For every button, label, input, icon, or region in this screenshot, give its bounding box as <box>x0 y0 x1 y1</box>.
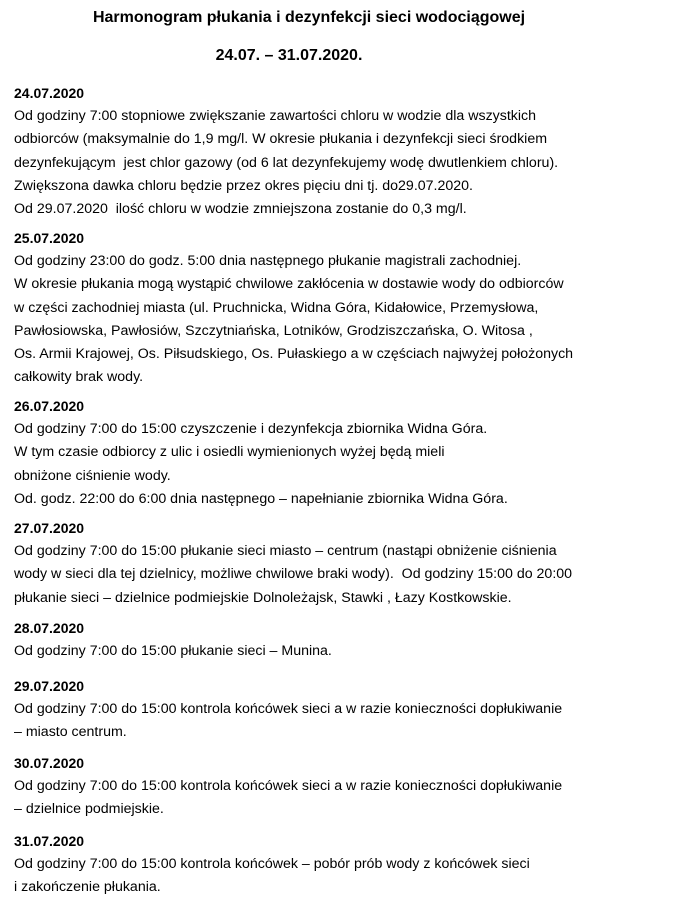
schedule-entry <box>14 616 694 663</box>
entry-date: 31.07.2020 <box>14 833 85 849</box>
entry-date: 25.07.2020 <box>14 230 85 246</box>
entry-date: 24.07.2020 <box>14 85 85 101</box>
entry-line: dezynfekującym jest chlor gazowy (od 6 lat dezynfekujemy wodę dwutlenkiem chloru). <box>14 154 559 171</box>
entry-date: 30.07.2020 <box>14 755 85 771</box>
entry-line: płukanie sieci – dzielnice podmiejskie Dolnoleżajsk, Stawki , Łazy Kostkowskie. <box>14 589 512 606</box>
entry-line: – miasto centrum. <box>14 724 127 741</box>
entry-line: Od godziny 7:00 do 15:00 czyszczenie i dezynfekcja zbiornika Widna Góra. <box>14 421 488 437</box>
entry-date: 27.07.2020 <box>14 520 85 536</box>
schedule-entry <box>14 829 694 900</box>
entry-line: całkowity brak wody. <box>14 369 144 386</box>
entry-line: Od godziny 7:00 do 15:00 kontrola końcówek sieci a w razie konieczności dopłukiwanie <box>14 701 563 717</box>
entry-date: 29.07.2020 <box>14 678 85 694</box>
entry-line: W okresie płukania mogą wystąpić chwilowe zakłócenia w dostawie wody do odbiorców <box>14 276 564 293</box>
entry-date: 26.07.2020 <box>14 398 85 414</box>
entry-line: obniżone ciśnienie wody. <box>14 467 171 484</box>
schedule-entry <box>14 394 694 511</box>
entry-line: Pawłosiowska, Pawłosiów, Szczytniańska, Lotników, Grodziszczańska, O. Witosa , <box>14 322 533 339</box>
entry-line: Os. Armii Krajowej, Os. Piłsudskiego, Os. Pułaskiego a w częściach najwyżej położonych <box>14 346 574 363</box>
entry-line: Od godziny 7:00 do 15:00 kontrola końcówek sieci a w razie konieczności dopłukiwanie <box>14 778 563 794</box>
schedule-entry <box>14 226 694 390</box>
schedule-entry <box>14 81 694 221</box>
entry-line: wody w sieci dla tej dzielnicy, możliwe chwilowe braki wody). Od godziny 15:00 do 20:00 <box>14 566 573 583</box>
entry-line: Zwiększona dawka chloru będzie przez okres pięciu dni tj. do29.07.2020. <box>14 177 473 194</box>
entry-line: Od godziny 7:00 do 15:00 kontrola końcówek – pobór prób wody z końcówek sieci <box>14 856 530 872</box>
entry-line: Od godziny 7:00 stopniowe zwiększanie zawartości chloru w wodzie dla wszystkich <box>14 108 537 124</box>
entry-line: Od godziny 7:00 do 15:00 płukanie sieci miasto – centrum (nastąpi obniżenie ciśnienia <box>14 543 557 559</box>
entry-line: i zakończenie płukania. <box>14 879 161 896</box>
entry-line: Od godziny 23:00 do godz. 5:00 dnia następnego płukanie magistrali zachodniej. <box>14 253 522 269</box>
document-date-range: 24.07. – 31.07.2020. <box>215 47 363 64</box>
schedule-entry <box>14 674 694 745</box>
entry-line: Od. godz. 22:00 do 6:00 dnia następnego – napełnianie zbiornika Widna Góra. <box>14 490 508 507</box>
entry-line: Od godziny 7:00 do 15:00 płukanie sieci – Munina. <box>14 643 332 659</box>
entry-date: 28.07.2020 <box>14 620 85 636</box>
schedule-entry <box>14 751 694 822</box>
document-title: Harmonogram płukania i dezynfekcji sieci wodociągowej <box>92 9 526 26</box>
entry-line: Od 29.07.2020 ilość chloru w wodzie zmniejszona zostanie do 0,3 mg/l. <box>14 201 467 218</box>
entry-line: w części zachodniej miasta (ul. Pruchnicka, Widna Góra, Kidałowice, Przemysłowa, <box>14 299 539 316</box>
entry-line: – dzielnice podmiejskie. <box>14 801 164 818</box>
schedule-entry <box>14 516 694 610</box>
entry-line: W tym czasie odbiorcy z ulic i osiedli wymienionych wyżej będą mieli <box>14 444 445 461</box>
entry-line: odbiorców (maksymalnie do 1,9 mg/l. W okresie płukania i dezynfekcji sieci środkiem <box>14 131 548 148</box>
